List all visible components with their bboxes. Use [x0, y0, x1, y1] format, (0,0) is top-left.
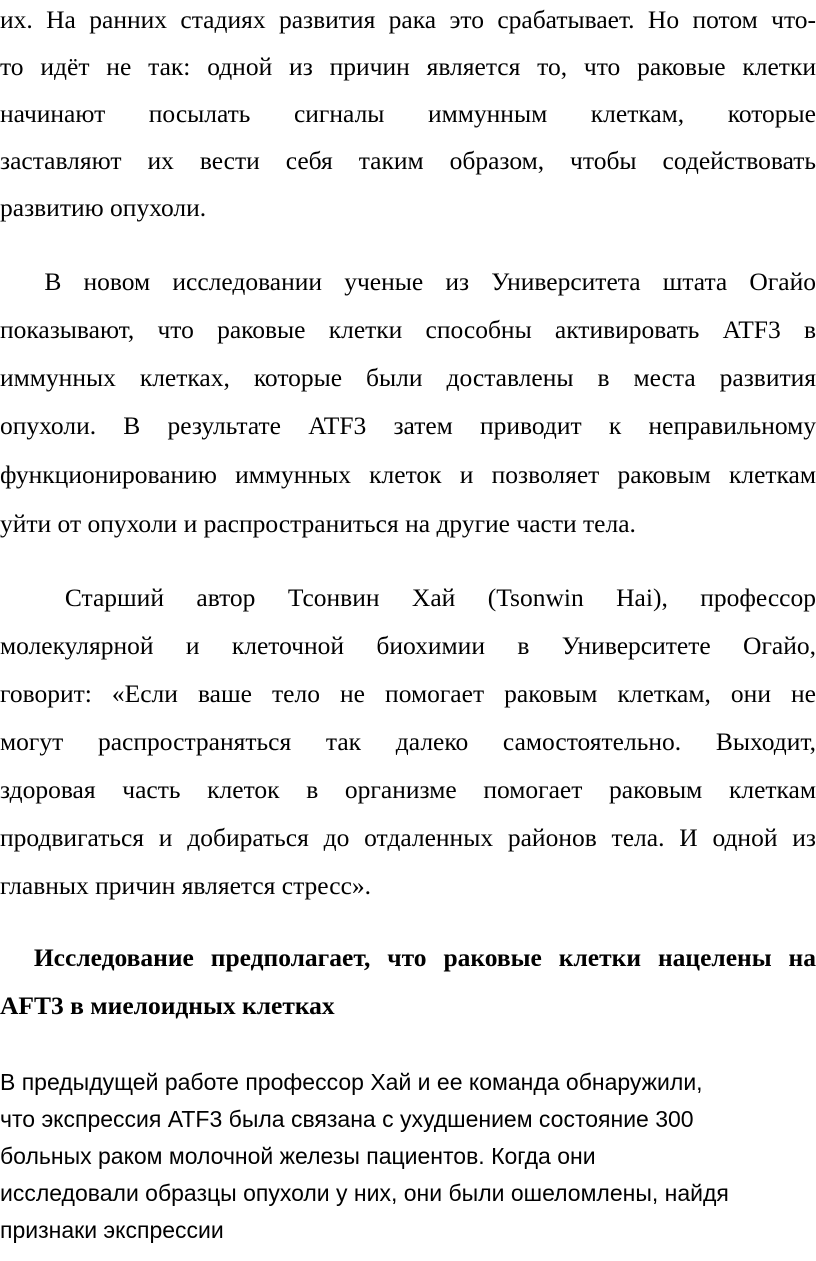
paragraph-2-line-5: функционированию иммунных клеток и позволяет раковым клеткам	[0, 460, 816, 489]
paragraph-1-line-2: то идёт не так: одной из причин является то, что раковые клетки	[0, 52, 816, 81]
paragraph-3-line-2: молекулярной и клеточной биохимии в Университете Огайо,	[0, 631, 816, 660]
paragraph-1-line-4: заставляют их вести себя таким образом, чтобы содействовать	[0, 146, 816, 175]
paragraph-4-line-1: В предыдущей работе профессор Хай и ее команда обнаружили,	[0, 1069, 703, 1095]
paragraph-4-line-5: признаки экспрессии	[0, 1217, 224, 1243]
paragraph-1-line-5: развитию опухоли.	[0, 193, 207, 222]
paragraph-2-line-6: уйти от опухоли и распространиться на другие части тела.	[0, 509, 636, 538]
paragraph-2-line-3: иммунных клетках, которые были доставлены в места развития	[0, 363, 816, 392]
paragraph-3-line-3: говорит: «Если ваше тело не помогает раковым клеткам, они не	[0, 679, 816, 708]
paragraph-3-line-4: могут распространяться так далеко самостоятельно. Выходит,	[0, 727, 816, 756]
paragraph-2-line-2: показывают, что раковые клетки способны активировать ATF3 в	[0, 315, 816, 344]
section-heading-line-1: Исследование предполагает, что раковые клетки нацелены на	[0, 943, 816, 972]
paragraph-3-line-1: Старший автор Тсонвин Хай (Tsonwin Hai), профессор	[0, 583, 816, 612]
paragraph-4-line-3: больных раком молочной железы пациентов. Когда они	[0, 1143, 596, 1169]
paragraph-4-line-4: исследовали образцы опухоли у них, они были ошеломлены, найдя	[0, 1180, 729, 1206]
paragraph-3-line-5: здоровая часть клеток в организме помогает раковым клеткам	[0, 775, 816, 804]
paragraph-1-line-1: их. На ранних стадиях развития рака это срабатывает. Но потом что-	[0, 5, 816, 34]
paragraph-3-line-7: главных причин является стресс».	[0, 871, 372, 900]
paragraph-2-line-1: В новом исследовании ученые из Университета штата Огайо	[0, 267, 816, 296]
paragraph-3-line-6: продвигаться и добираться до отдаленных районов тела. И одной из	[0, 823, 816, 852]
section-heading-line-2: AFT3 в миелоидных клетках	[0, 991, 335, 1020]
paragraph-1-line-3: начинают посылать сигналы иммунным клеткам, которые	[0, 99, 816, 128]
paragraph-2-line-4: опухоли. В результате ATF3 затем приводит к неправильному	[0, 411, 816, 440]
paragraph-4-line-2: что экспрессия ATF3 была связана с ухудшением состояние 300	[0, 1106, 694, 1132]
